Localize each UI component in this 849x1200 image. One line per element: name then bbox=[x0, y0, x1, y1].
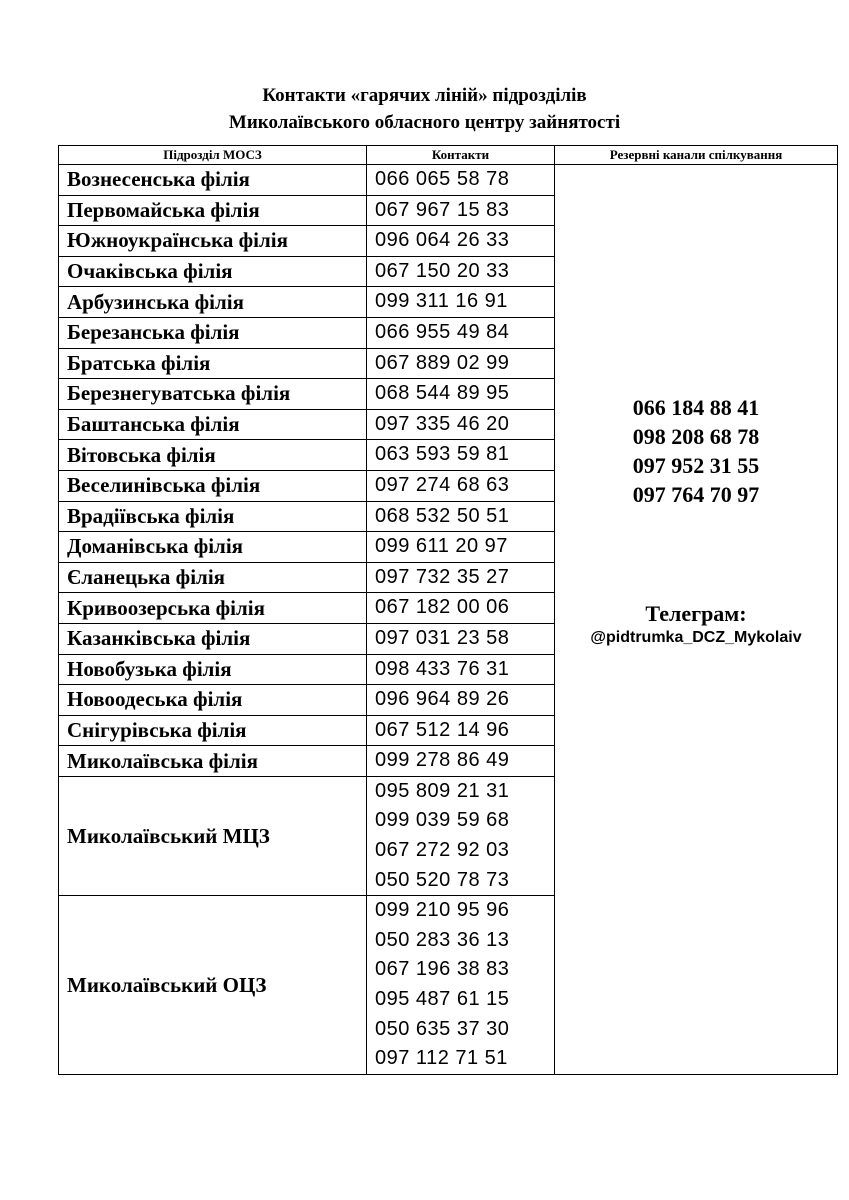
unit-contacts bbox=[367, 226, 555, 257]
phone-number: 097 335 46 20 bbox=[375, 412, 510, 435]
unit-contacts bbox=[367, 623, 555, 654]
phone-number: 067 889 02 99 bbox=[375, 351, 510, 374]
reserve-phone-number: 066 184 88 41 bbox=[632, 395, 760, 420]
unit-contacts bbox=[367, 654, 555, 685]
phone-number: 066 955 49 84 bbox=[375, 320, 510, 343]
unit-contacts bbox=[367, 501, 555, 532]
table-body bbox=[59, 165, 838, 1075]
unit-contacts bbox=[367, 532, 555, 563]
reserve-phone-number: 097 764 70 97 bbox=[632, 482, 760, 507]
phone-number: 050 520 78 73 bbox=[375, 868, 510, 891]
phone-number: 095 487 61 15 bbox=[375, 988, 510, 1011]
contacts-table-wrapper bbox=[58, 145, 837, 1075]
unit-contacts bbox=[367, 715, 555, 746]
phone-number: 067 272 92 03 bbox=[375, 839, 510, 862]
table-row bbox=[59, 165, 838, 196]
unit-contacts bbox=[367, 165, 555, 196]
unit-contacts bbox=[367, 896, 555, 1075]
unit-name: Березанська філія bbox=[59, 317, 367, 348]
phone-number: 067 196 38 83 bbox=[375, 958, 510, 981]
phone-number: 096 964 89 26 bbox=[375, 688, 510, 711]
phone-number: 050 283 36 13 bbox=[375, 928, 510, 951]
unit-name: Березнегуватська філія bbox=[59, 379, 367, 410]
unit-contacts bbox=[367, 746, 555, 777]
unit-name: Южноукраїнська філія bbox=[59, 226, 367, 257]
unit-name: Первомайська філія bbox=[59, 195, 367, 226]
unit-name: Веселинівська філія bbox=[59, 470, 367, 501]
phone-number: 099 039 59 68 bbox=[375, 809, 510, 832]
phone-number: 097 274 68 63 bbox=[375, 473, 510, 496]
phone-number: 066 065 58 78 bbox=[375, 168, 510, 190]
unit-contacts bbox=[367, 317, 555, 348]
phone-number: 067 512 14 96 bbox=[375, 718, 510, 741]
table-header-row bbox=[59, 146, 838, 165]
unit-contacts bbox=[367, 348, 555, 379]
telegram-handle: @pidtrumka_DCZ_Mykolaiv bbox=[590, 629, 802, 646]
unit-contacts bbox=[367, 470, 555, 501]
header-reserve: Резервні канали спілкування bbox=[555, 146, 838, 165]
unit-contacts bbox=[367, 379, 555, 410]
unit-name: Єланецька філія bbox=[59, 562, 367, 593]
reserve-phone-number: 097 952 31 55 bbox=[632, 453, 760, 478]
telegram-label: Телеграм: bbox=[645, 601, 747, 626]
phone-number: 099 278 86 49 bbox=[375, 749, 510, 772]
phone-number: 097 031 23 58 bbox=[375, 626, 510, 649]
reserve-phone-number: 098 208 68 78 bbox=[632, 424, 760, 449]
header-unit: Підрозділ МОСЗ bbox=[59, 146, 367, 165]
unit-contacts bbox=[367, 440, 555, 471]
unit-contacts bbox=[367, 409, 555, 440]
title-line-2: Миколаївського обласного центру зайнятості bbox=[228, 112, 621, 133]
phone-number: 068 532 50 51 bbox=[375, 504, 510, 527]
phone-number: 099 210 95 96 bbox=[375, 899, 510, 922]
reserve-phones bbox=[555, 393, 837, 509]
unit-contacts bbox=[367, 776, 555, 895]
unit-contacts bbox=[367, 195, 555, 226]
unit-name: Миколаївський МЦЗ bbox=[59, 776, 367, 895]
header-contacts: Контакти bbox=[367, 146, 555, 165]
phone-number: 098 433 76 31 bbox=[375, 657, 510, 680]
unit-name: Новобузька філія bbox=[59, 654, 367, 685]
unit-contacts bbox=[367, 256, 555, 287]
unit-contacts bbox=[367, 685, 555, 716]
unit-name: Казанківська філія bbox=[59, 623, 367, 654]
unit-name: Новоодеська філія bbox=[59, 685, 367, 716]
phone-number: 063 593 59 81 bbox=[375, 443, 510, 466]
unit-name: Миколаївський ОЦЗ bbox=[59, 896, 367, 1075]
unit-name: Снігурівська філія bbox=[59, 715, 367, 746]
reserve-channels bbox=[555, 165, 838, 1075]
unit-name: Братська філія bbox=[59, 348, 367, 379]
unit-name: Вознесенська філія bbox=[59, 165, 367, 196]
unit-name: Очаківська філія bbox=[59, 256, 367, 287]
phone-number: 067 150 20 33 bbox=[375, 259, 510, 282]
unit-name: Арбузинська філія bbox=[59, 287, 367, 318]
phone-number: 068 544 89 95 bbox=[375, 382, 510, 405]
phone-number: 095 809 21 31 bbox=[375, 779, 510, 802]
unit-contacts bbox=[367, 287, 555, 318]
unit-name: Кривоозерська філія bbox=[59, 593, 367, 624]
unit-name: Доманівська філія bbox=[59, 532, 367, 563]
phone-number: 067 182 00 06 bbox=[375, 596, 510, 619]
phone-number: 097 732 35 27 bbox=[375, 565, 510, 588]
phone-number: 067 967 15 83 bbox=[375, 198, 510, 221]
unit-name: Миколаївська філія bbox=[59, 746, 367, 777]
unit-contacts bbox=[367, 593, 555, 624]
unit-contacts bbox=[367, 562, 555, 593]
phone-number: 097 112 71 51 bbox=[375, 1047, 508, 1070]
contacts-table bbox=[58, 145, 838, 1075]
phone-number: 096 064 26 33 bbox=[375, 229, 510, 252]
unit-name: Баштанська філія bbox=[59, 409, 367, 440]
phone-number: 099 611 20 97 bbox=[375, 535, 508, 558]
unit-name: Врадіївська філія bbox=[59, 501, 367, 532]
title-line-1: Контакти «гарячих ліній» підрозділів bbox=[262, 85, 587, 106]
page-title bbox=[0, 82, 849, 136]
phone-number: 099 311 16 91 bbox=[375, 290, 508, 313]
unit-name: Вітовська філія bbox=[59, 440, 367, 471]
phone-number: 050 635 37 30 bbox=[375, 1017, 510, 1040]
